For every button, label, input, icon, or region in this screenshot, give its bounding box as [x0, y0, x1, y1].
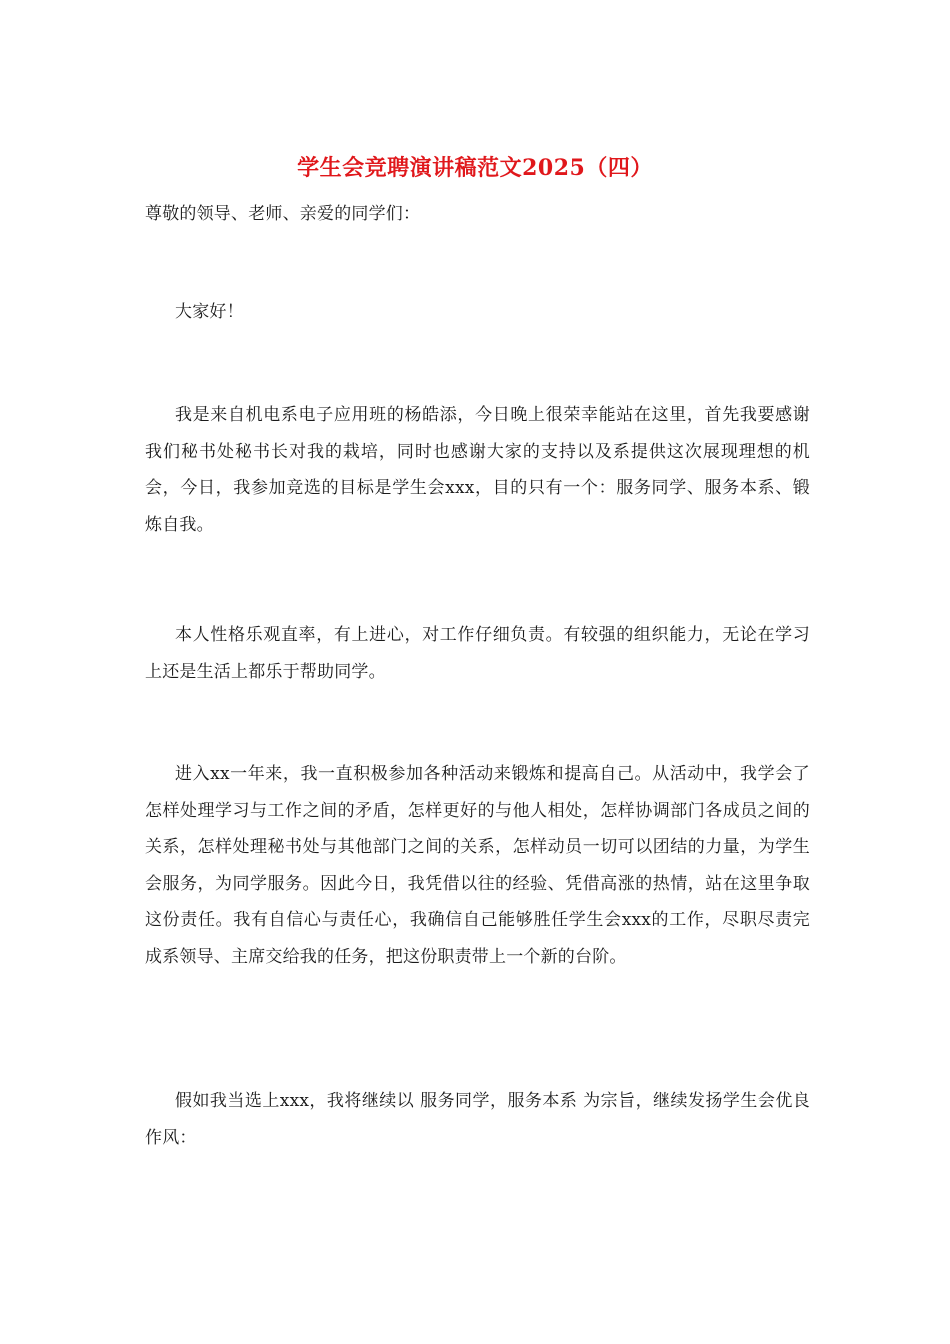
document-title: 学生会竞聘演讲稿范文2025（四） [297, 155, 653, 181]
paragraph-greeting: 大家好！ [175, 302, 244, 322]
paragraph-pledge: 假如我当选上xxx，我将继续以 服务同学，服务本系 为宗旨，继续发扬学生会优良作风： [145, 1091, 810, 1148]
paragraph-personality: 本人性格乐观直率，有上进心，对工作仔细负责。有较强的组织能力，无论在学习上还是生活上都乐于帮助同学。 [145, 625, 810, 682]
paragraph-introduction: 我是来自机电系电子应用班的杨皓添，今日晚上很荣幸能站在这里，首先我要感谢我们秘书处秘书长对我的栽培，同时也感谢大家的支持以及系提供这次展现理想的机会，今日，我参加竞选的目标是学生会xxx，目的只有一个：服务同学、服务本系、锻炼自我。 [145, 405, 810, 535]
salutation: 尊敬的领导、老师、亲爱的同学们： [145, 204, 421, 224]
paragraph-experience: 进入xx一年来，我一直积极参加各种活动来锻炼和提高自己。从活动中，我学会了怎样处理学习与工作之间的矛盾，怎样更好的与他人相处，怎样协调部门各成员之间的关系，怎样处理秘书处与其他部门之间的关系，怎样动员一切可以团结的力量，为学生会服务，为同学服务。因此今日，我凭借以往的经验、凭借高涨的热情，站在这里争取这份责任。我有自信心与责任心，我确信自己能够胜任学生会xxx的工作，尽职尽责完成系领导、主席交给我的任务，把这份职责带上一个新的台阶。 [145, 764, 810, 967]
